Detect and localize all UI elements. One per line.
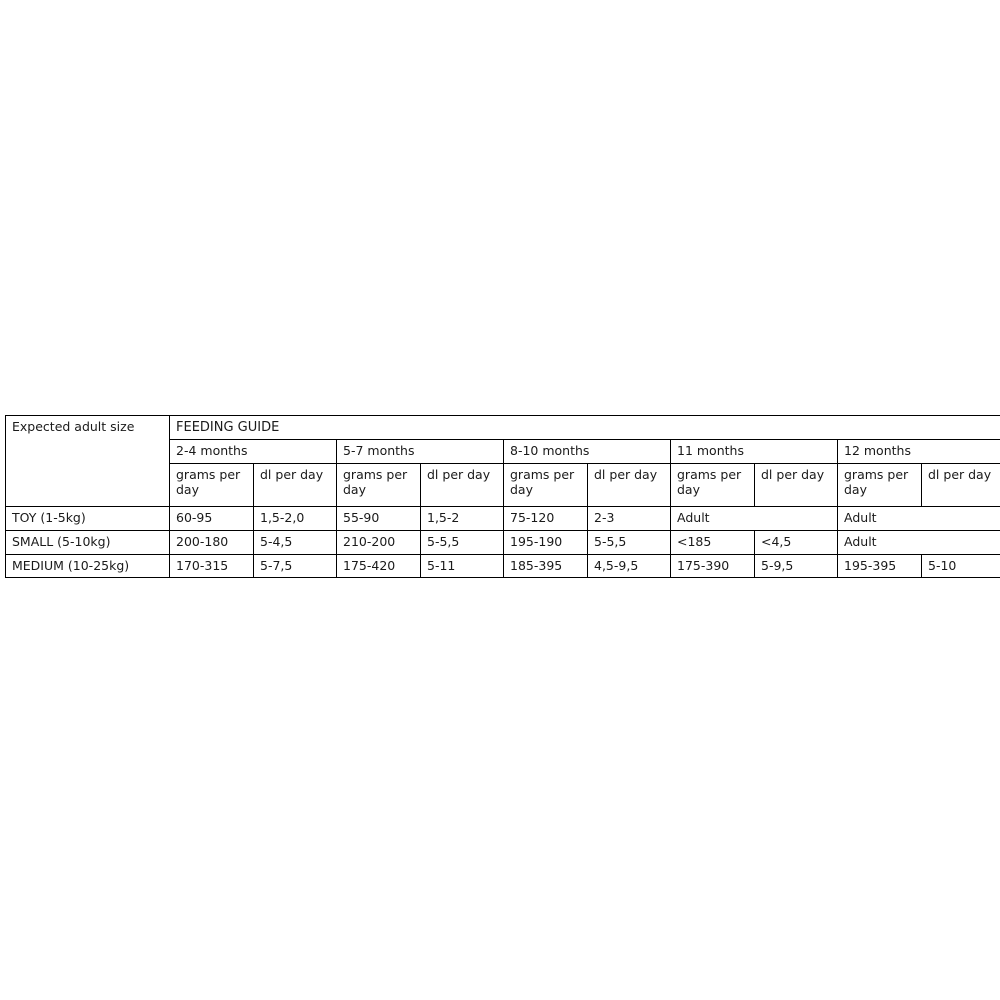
cell-value: 2-3	[588, 507, 671, 531]
cell-value: 1,5-2	[421, 507, 504, 531]
cell-value: 195-395	[838, 554, 922, 578]
unit-header-dl-3: dl per day	[755, 464, 838, 507]
cell-value: 200-180	[170, 530, 254, 554]
unit-header-grams-0: grams per day	[170, 464, 254, 507]
row-size-label: SMALL (5-10kg)	[6, 530, 170, 554]
cell-value: 5-10	[922, 554, 1000, 578]
cell-value: 5-11	[421, 554, 504, 578]
cell-adult: Adult	[838, 507, 1000, 531]
unit-header-grams-3: grams per day	[671, 464, 755, 507]
cell-value: 60-95	[170, 507, 254, 531]
cell-value: 5-4,5	[254, 530, 337, 554]
age-group-header-4: 12 months	[838, 440, 1000, 464]
cell-value: 195-190	[504, 530, 588, 554]
cell-value: 4,5-9,5	[588, 554, 671, 578]
cell-value: 175-420	[337, 554, 421, 578]
table-row	[6, 530, 1000, 554]
age-group-header-2: 8-10 months	[504, 440, 671, 464]
unit-header-dl-4: dl per day	[922, 464, 1000, 507]
row-size-label: TOY (1-5kg)	[6, 507, 170, 531]
table-row-title	[6, 416, 1000, 440]
cell-value: 5-5,5	[588, 530, 671, 554]
cell-value: 55-90	[337, 507, 421, 531]
age-group-header-0: 2-4 months	[170, 440, 337, 464]
age-group-header-3: 11 months	[671, 440, 838, 464]
cell-value: 5-5,5	[421, 530, 504, 554]
feeding-guide-table-wrapper	[5, 415, 997, 578]
cell-adult: Adult	[838, 530, 1000, 554]
age-group-header-1: 5-7 months	[337, 440, 504, 464]
unit-header-grams-4: grams per day	[838, 464, 922, 507]
row-size-label: MEDIUM (10-25kg)	[6, 554, 170, 578]
cell-value: 170-315	[170, 554, 254, 578]
cell-value: 5-7,5	[254, 554, 337, 578]
unit-header-dl-2: dl per day	[588, 464, 671, 507]
cell-value: 1,5-2,0	[254, 507, 337, 531]
unit-header-dl-0: dl per day	[254, 464, 337, 507]
table-row	[6, 507, 1000, 531]
unit-header-grams-2: grams per day	[504, 464, 588, 507]
row-header-label: Expected adult size	[6, 416, 170, 507]
cell-value: 175-390	[671, 554, 755, 578]
cell-value: 210-200	[337, 530, 421, 554]
cell-adult: Adult	[671, 507, 838, 531]
cell-value: <185	[671, 530, 755, 554]
cell-value: 5-9,5	[755, 554, 838, 578]
unit-header-dl-1: dl per day	[421, 464, 504, 507]
table-title: FEEDING GUIDE	[170, 416, 1000, 440]
cell-value: 185-395	[504, 554, 588, 578]
table-row	[6, 554, 1000, 578]
unit-header-grams-1: grams per day	[337, 464, 421, 507]
cell-value: <4,5	[755, 530, 838, 554]
feeding-guide-table	[5, 415, 1000, 578]
cell-value: 75-120	[504, 507, 588, 531]
